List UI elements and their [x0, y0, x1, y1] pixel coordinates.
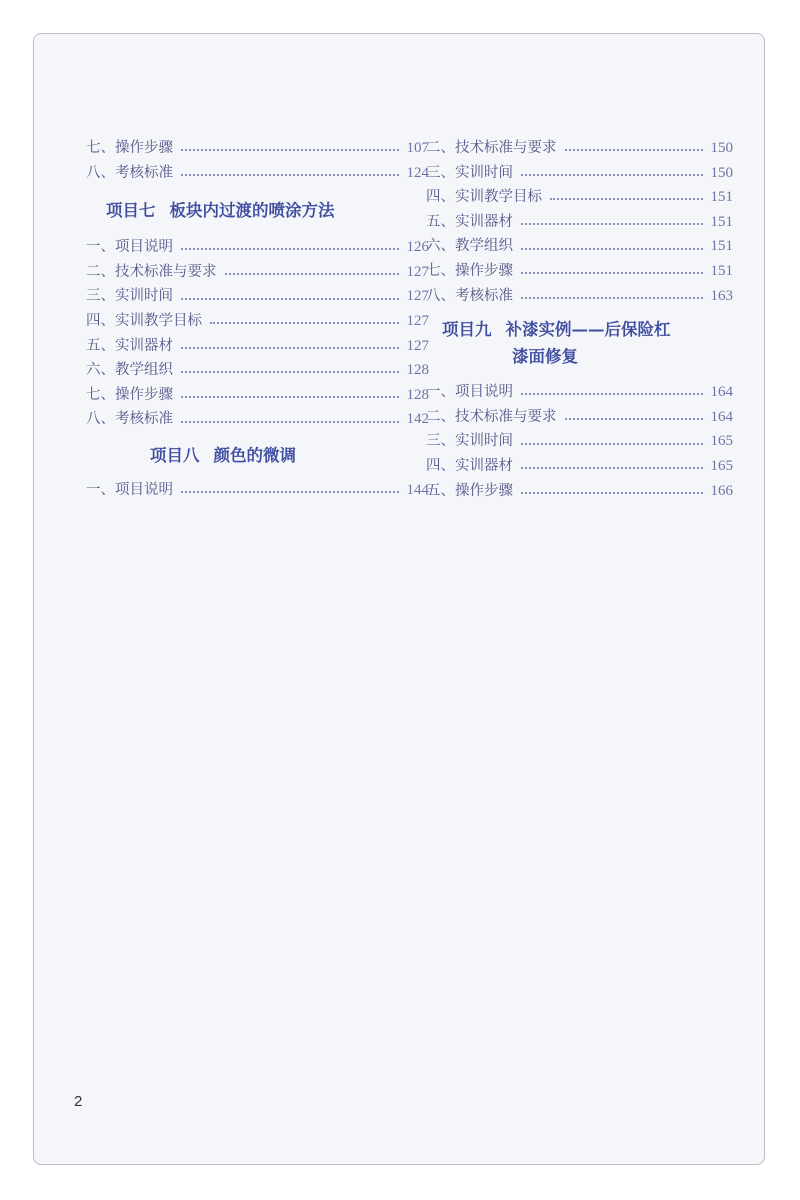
- toc-entry-page: 166: [710, 482, 733, 499]
- toc-list-project-7: [86, 235, 429, 432]
- toc-entry[interactable]: [86, 161, 429, 186]
- toc-entry-label: 八、考核标准: [86, 411, 173, 428]
- dot-leader: [521, 492, 703, 494]
- toc-entry-label: 一、项目说明: [426, 384, 513, 401]
- dot-leader: [181, 298, 399, 300]
- toc-entry[interactable]: [426, 210, 733, 235]
- toc-entry[interactable]: [86, 383, 429, 408]
- toc-entry-page: 151: [710, 262, 733, 279]
- toc-entry-page: 127: [406, 312, 429, 329]
- toc-entry-label: 二、技术标准与要求: [426, 408, 557, 425]
- toc-entry[interactable]: [426, 454, 733, 479]
- page-number: 2: [74, 1093, 83, 1110]
- toc-entry-label: 三、实训时间: [426, 164, 513, 181]
- dot-leader: [521, 467, 703, 469]
- toc-entry-label: 五、实训器材: [426, 213, 513, 230]
- toc-entry-page: 126: [406, 239, 429, 256]
- dot-leader: [521, 248, 703, 250]
- project-title: 颜色的微调: [213, 445, 296, 465]
- dot-leader: [181, 491, 399, 493]
- dot-leader: [181, 347, 399, 349]
- toc-entry-page: 144: [406, 481, 429, 498]
- toc-entry-page: 127: [406, 337, 429, 354]
- dot-leader: [225, 273, 399, 275]
- project-8-heading[interactable]: [150, 442, 429, 466]
- toc-entry-page: 127: [406, 288, 429, 305]
- toc-entry-page: 128: [406, 362, 429, 379]
- project-number: 项目七: [106, 201, 156, 221]
- project-title: 板块内过渡的喷涂方法: [169, 201, 335, 221]
- dot-leader: [521, 174, 703, 176]
- dot-leader: [181, 371, 399, 373]
- toc-entry[interactable]: [86, 478, 429, 503]
- toc-entry[interactable]: [426, 380, 733, 405]
- toc-left-column: [86, 136, 429, 503]
- toc-entry[interactable]: [86, 260, 429, 285]
- project-9-heading[interactable]: [442, 316, 733, 370]
- toc-entry-label: 八、考核标准: [426, 287, 513, 304]
- toc-entry[interactable]: [86, 407, 429, 432]
- project-number: 项目九: [442, 320, 492, 340]
- project-number: 项目八: [150, 445, 200, 465]
- toc-entry-page: 165: [710, 433, 733, 450]
- toc-entry-label: 三、实训时间: [426, 433, 513, 450]
- toc-entry[interactable]: [426, 259, 733, 284]
- dot-leader: [521, 223, 703, 225]
- toc-entry-label: 二、技术标准与要求: [426, 140, 557, 156]
- toc-entry-label: 七、操作步骤: [426, 262, 513, 279]
- book-page: [33, 33, 765, 1165]
- dot-leader: [565, 418, 703, 420]
- toc-entry-page: 151: [710, 189, 733, 206]
- toc-entry-page: 128: [406, 386, 429, 403]
- toc-entry-page: 124: [406, 164, 429, 181]
- project-7-heading[interactable]: [106, 197, 429, 221]
- toc-entry[interactable]: [426, 185, 733, 210]
- dot-leader: [565, 149, 703, 151]
- toc-entry[interactable]: [86, 358, 429, 383]
- toc-entry-page: 142: [406, 411, 429, 428]
- toc-entry-label: 四、实训器材: [426, 457, 513, 474]
- toc-list-left-top: [86, 136, 429, 185]
- dot-leader: [181, 248, 399, 250]
- toc-entry-page: 150: [710, 140, 733, 156]
- dot-leader: [181, 174, 399, 176]
- toc-entry-label: 一、项目说明: [86, 481, 173, 498]
- project-title-line-1: 补漆实例——后保险杠: [505, 320, 671, 340]
- toc-list-project-8-continued: [426, 136, 733, 308]
- dot-leader: [521, 272, 703, 274]
- toc-entry[interactable]: [86, 136, 429, 161]
- dot-leader: [521, 443, 703, 445]
- toc-entry-label: 五、实训器材: [86, 337, 173, 354]
- toc-entry[interactable]: [426, 161, 733, 186]
- toc-entry-page: 164: [710, 384, 733, 401]
- toc-entry-page: 165: [710, 457, 733, 474]
- toc-entry[interactable]: [426, 284, 733, 309]
- toc-entry-label: 六、教学组织: [426, 238, 513, 255]
- toc-entry[interactable]: [86, 309, 429, 334]
- toc-entry[interactable]: [426, 234, 733, 259]
- toc-entry[interactable]: [426, 479, 733, 504]
- toc-entry-label: 四、实训教学目标: [86, 312, 202, 329]
- toc-entry-page: 164: [710, 408, 733, 425]
- dot-leader: [521, 393, 703, 395]
- toc-entry-page: 107: [406, 140, 429, 156]
- toc-entry-label: 六、教学组织: [86, 362, 173, 379]
- toc-right-column: [426, 136, 733, 503]
- toc-list-project-9: [426, 380, 733, 503]
- toc-entry[interactable]: [86, 334, 429, 359]
- dot-leader: [181, 396, 399, 398]
- toc-entry[interactable]: [426, 429, 733, 454]
- dot-leader: [181, 149, 399, 151]
- toc-entry-page: 151: [710, 213, 733, 230]
- toc-entry[interactable]: [426, 136, 733, 161]
- toc-entry-page: 150: [710, 164, 733, 181]
- dot-leader: [181, 421, 399, 423]
- toc-entry-label: 四、实训教学目标: [426, 189, 542, 206]
- toc-list-project-8: [86, 478, 429, 503]
- toc-entry-page: 163: [710, 287, 733, 304]
- toc-entry-page: 127: [406, 263, 429, 280]
- toc-entry-label: 一、项目说明: [86, 239, 173, 256]
- dot-leader: [521, 297, 703, 299]
- toc-entry[interactable]: [426, 405, 733, 430]
- toc-entry-page: 151: [710, 238, 733, 255]
- dot-leader: [210, 322, 399, 324]
- toc-entry-label: 七、操作步骤: [86, 386, 173, 403]
- toc-entry-label: 五、操作步骤: [426, 482, 513, 499]
- toc-entry[interactable]: [86, 235, 429, 260]
- dot-leader: [550, 198, 703, 200]
- toc-entry-label: 七、操作步骤: [86, 140, 173, 156]
- toc-entry[interactable]: [86, 284, 429, 309]
- toc-entry-label: 二、技术标准与要求: [86, 263, 217, 280]
- toc-entry-label: 三、实训时间: [86, 288, 173, 305]
- project-title-line-2: 漆面修复: [512, 347, 578, 367]
- toc-entry-label: 八、考核标准: [86, 164, 173, 181]
